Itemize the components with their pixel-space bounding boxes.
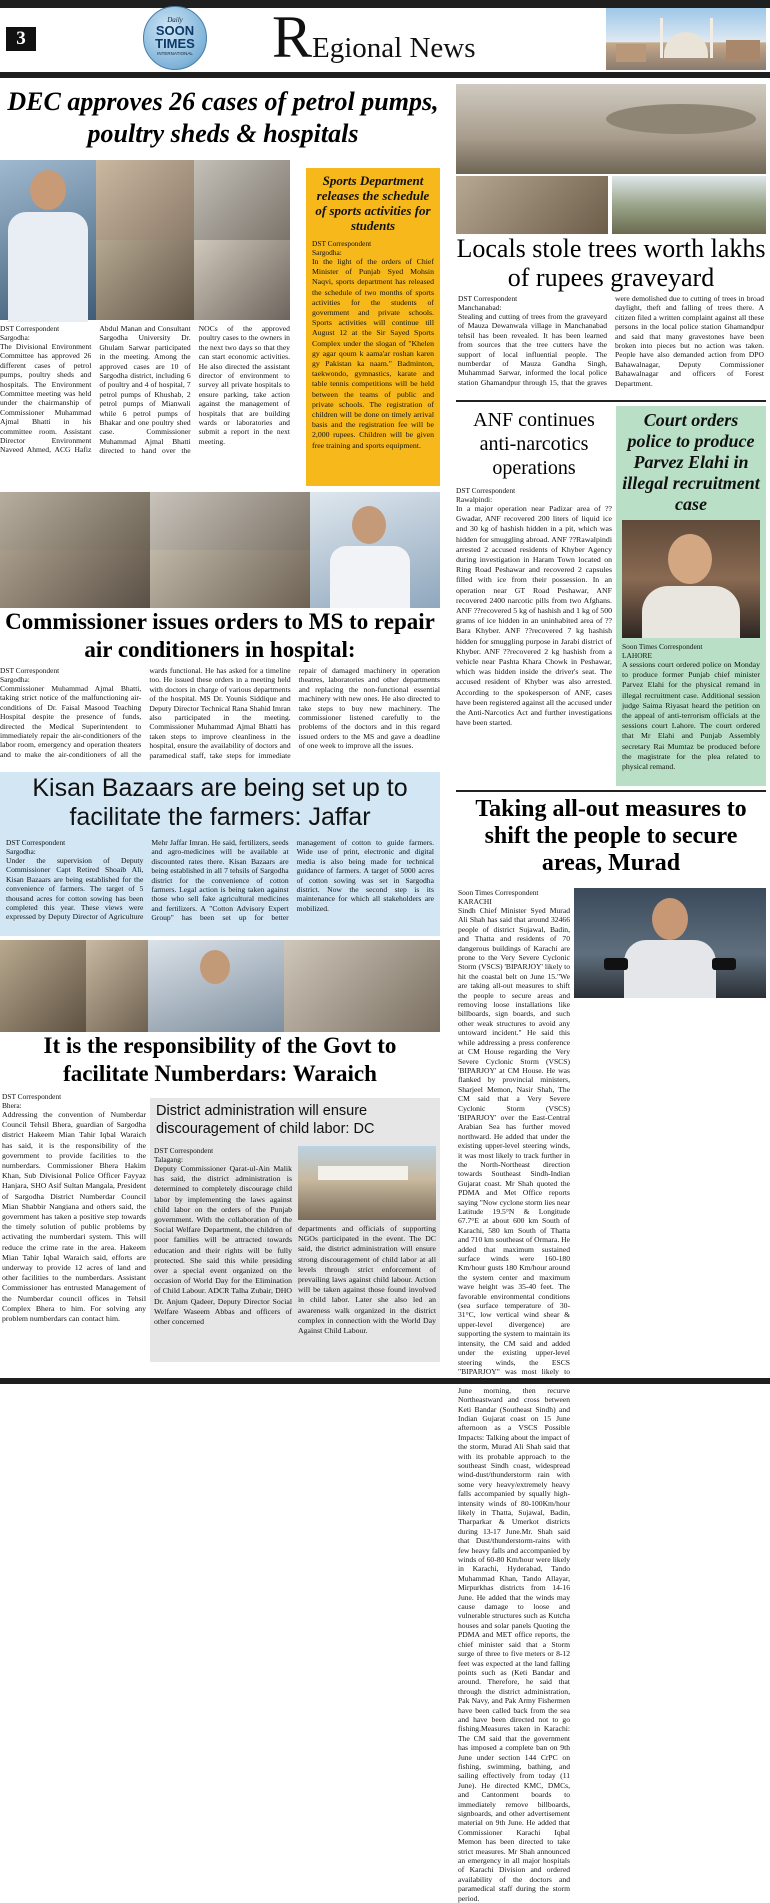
art10-headline: District administration will ensure discouragement of child labor: DC	[156, 1103, 375, 1137]
art2-dateline: Sargodha:	[312, 248, 342, 257]
art4-text: Commissioner Muhammad Ajmal Bhatti, taking strict notice of the malfunctioning air-conditions of Dr. Faisal Masood Teaching Hospital despite the presence of funds, directed the Medical Superintendent to immediately repair the air-conditioners of the labor room, emergency and operation theaters and to make the air-conditioners of all the wards functional. He has asked for a timeline too. He issued these orders in a meeting held with doctors in charge of various departments of the hospital. MS Dr. Younis Siddique and Deputy Director Technical Rana Shahid Imran also participated in the meeting. Commissioner Muhammad Ajmal Bhatti has taken steps to improve cleanliness in the hospital, ensure the availability of doctors and paramedical staff, take steps for immediate repair of damaged machinery in operation theatres, laboratories and other departments and replacing the non-functional essential machinery with new ones. He also directed to take steps to buy new machinery. The commissioner listened carefully to the problems of the doctors and in this regard issued orders to the MS and gave a deadline of one week to improve all the issues.	[0, 666, 440, 760]
art3-body	[458, 294, 764, 396]
art4-dateline: Sargodha:	[0, 675, 30, 684]
art10-byline: DST Correspondent	[154, 1146, 214, 1155]
art10-text-right: departments and officials of supporting NGOs participated in the event. The DC said, the district administration will ensure strong discouragement of child labor at all levels through strict enforcement of prevailing laws against child labour. Action will be taken against those found involved in child labor. Later she also led an awareness walk organized in the district complex in connection with the World Day Against Child Labour.	[298, 1224, 436, 1336]
art2-byline: DST Correspondent	[312, 239, 372, 248]
art7-photo-strip	[0, 940, 440, 1032]
art1-dateline: Sargodha:	[0, 333, 30, 342]
art1-headline: DEC approves 26 cases of petrol pumps, poultry sheds & hospitals	[7, 87, 439, 148]
art10-text-left: Deputy Commissioner Qarat-ul-Ain Malik has said, the district administration is determined to completely discourage child labor by implementing the laws against child labor on the orders of the Punjab government. With the collaboration of the Social Welfare Department, the children of poor families will be attracted towards education and their rights will be fully protected. She said this while presiding over a special event organized on the occasion of World Day for the Elimination of Child Labour. ADCR Talha Zubair, DHO Dr. Anjum Qadeer, Deputy Director Social Welfare Waseem Abbas and officers of other concerned	[154, 1164, 292, 1327]
art4-headline: Commissioner issues orders to MS to repair air conditioners in hospital:	[5, 609, 435, 662]
logo-word-soon: SOON	[155, 23, 195, 38]
art10-box	[150, 1098, 440, 1362]
art9-body	[2, 1092, 146, 1378]
page-number-box	[6, 27, 36, 51]
art6-byline: Soon Times Correspondent	[622, 642, 703, 651]
art5-byline: DST Correspondent	[456, 486, 516, 495]
logo-word-times: TIMES	[155, 36, 195, 51]
art6-text: A sessions court ordered police on Monday to produce former Punjab chief minister Parvez Elahi for the physical remand in illegal recruitment case. Additional session judge Saima Riyasat heard the petition on the appeal of anti-terrorism officials at the sessions court Lahore. The court ordered that Mr Elahi and Punjab Assembly secretary Rai Mumtaz be produced before the magistrate for the plea related to physical remand.	[622, 660, 760, 772]
art7-text: Under the supervision of Deputy Commissioner Capt Retired Shoaib Ali, Kisan Bazaars are being established for the convenience of farmers. The target of 5 thousand acres for cotton sowing has been completed this year. These views were expressed by Deputy Director of Agriculture Mehr Jaffar Imran. He said, fertilizers, seeds and agro-medicines will be available at discounted rates there. Kisan Bazaars are being established in all 7 tehsils of Sargodha district for the convenience of cotton farmers. Legal action is being taken against those who sell fake agricultural medicines and fertilizers. A "Cotton Advisory Expert Group" has been set up for better management of cotton to guide farmers. Wide use of print, electronic and digital media is also being made for technical guidance of farmers. A target of 5000 acres of cotton sowing was set in Sargodha district. Now the second step is its maintenance for which all stakeholders are mobilized.	[6, 838, 434, 923]
art3-dateline: Manchanabad:	[458, 303, 502, 312]
art1-body	[0, 324, 290, 488]
masthead-skyline-photo	[606, 8, 766, 70]
art3-photo-trees-right	[612, 176, 766, 234]
section-title-initial: R	[272, 4, 313, 70]
art7-box	[0, 772, 440, 936]
art9-dateline: Bhera:	[2, 1101, 22, 1110]
rule-art8-top	[456, 790, 766, 792]
art10-photo-walk	[298, 1146, 436, 1220]
section-title	[272, 4, 476, 70]
footer-band	[0, 1378, 770, 1384]
rule-art3-bottom	[456, 400, 766, 402]
art8-headline: Taking all-out measures to shift the people to secure areas, Murad	[475, 796, 747, 876]
art3-byline: DST Correspondent	[458, 294, 518, 303]
art6-photo-portrait	[622, 520, 760, 638]
art1-byline: DST Correspondent	[0, 324, 60, 333]
art1-photo-meeting	[0, 160, 290, 320]
art8-dateline: KARACHI	[458, 897, 492, 906]
art2-text: In the light of the orders of Chief Minister of Punjab Syed Mohsin Naqvi, sports department has released the schedule of two months of sports activities for the students of government and private schools. Sports activities will continue till August 12 at the Sir Sayed Sports Complex under the slogan of "Khelen gy agar qoum k aama'ar roshan karen gy Pakistan ka naam." Badminton, taekwondo, gymnastics, karate and table tennis competitions will be held between the teams of public and private schools. The registration of children will be done on timely arrival basis and the registration fee will be 2,000 rupees. Children will be given free training and sports equipment.	[312, 257, 434, 450]
art10-body-left	[154, 1146, 292, 1360]
art3-text: Stealing and cutting of trees from the graveyard of Mauza Dewanwala village in Manchanabad tehsil has been revealed. It has been learned from sources that the tree cutters have the support of local influential people. The numberdar of Mauza Gandha Singh, Muhammad Sarwar, informed the local police station Ghamandpur through 15, that the graves were demolished due to cutting of trees in broad daylight, theft and falling of trees there. A citizen filed a written complaint against all these persons in the local police station Ghamandpur and said that many gravestones have been broken into pieces but no action was taken. People have also demanded action from DPO Bahawalnagar, Deputy Commissioner Bahawalnagar and officers of Forest Department.	[458, 294, 764, 388]
art6-headline: Court orders police to produce Parvez Elahi in illegal recruitment case	[622, 410, 760, 514]
art5-body	[456, 486, 612, 786]
art4-body	[0, 666, 440, 766]
logo-top-text: Daily	[167, 16, 183, 24]
art6-box	[616, 406, 766, 786]
art10-dateline: Talagang:	[154, 1155, 184, 1164]
art5-dateline: Rawalpindi:	[456, 495, 493, 504]
art9-text: Addressing the convention of Numberdar Council Tehsil Bhera, guardian of Sargodha district Hakeem Mian Tahir Iqbal Waraich has said, it is the responsibility of the government to provide facilities to the numberdars. Commissioner Bhera Hakim Khan, Sub Divisional Police Officer Fayyaz Hanjara, SHO Asif Sultan Mangala, President of Sargodha District Numberdar Council Mian Shabbir Nangiana and others said, the government has taken a positive step towards the timely solution of public problems by activating the numberdari system. This will reduce the crime rate in the area. Hakeem Mian Tahir Iqbal Waraich said, efforts are underway to provide 12 acres of land and other facilities to the numberdars. Assistant Commissioner has entrusted Management of the Numberdar council offices in Tehsil Complex Bhera to him. For solving any problem numberdars can contact him.	[2, 1110, 146, 1324]
art3-headline: Locals stole trees worth lakhs of rupees graveyard	[456, 234, 766, 292]
art7-body	[6, 838, 434, 934]
section-title-rest: Egional News	[312, 32, 476, 64]
art7-headline: Kisan Bazaars are being set up to facilitate the farmers: Jaffar	[32, 774, 408, 831]
art6-dateline: LAHORE	[622, 651, 652, 660]
art10-body-right	[298, 1224, 436, 1360]
art9-byline: DST Correspondent	[2, 1092, 62, 1101]
art5-text: In a major operation near Padizar area of ??Gwadar, ANF recovered 200 liters of liquid ice and 30 kg of hashish hidden in a pit, which was hidden for smuggling abroad. ANF ??Rawalpindi arrested 2 accused residents of Khyber Agency during investigation in Haram Town located on Ring Road Peshawar and recovered 2 capsules filled with ice from their possession. In an operation near GT Road Peshawar, ANF recovered 2400 narcotic pills from two Afghans. ANF ??recovered 5 kg of hashish and 1 kg of 500 grams of ice hidden in an uninhabited area of ??Bara Khyber. ANF ??recovered 7 kg hashish hidden for smuggling purpose in Jarabi district of Khyber. ANF ??recovered 2 kg hashish from a vehicle near Pashta Khara Chowk in Peshawar, which was hidden inside the driver's seat. The accused resident of Khyber was also arrested. According to the spokesperson of ANF, cases have been registered against all the accused under the Anti-Narcotics Act and further investigations have been started.	[456, 504, 612, 728]
art8-body-col1	[458, 888, 571, 1903]
page-number: 3	[16, 28, 26, 49]
art5-headline: ANF continues anti-narcotics operations	[473, 409, 595, 479]
art8-byline: Soon Times Correspondent	[458, 888, 539, 897]
art2-box	[306, 168, 440, 486]
art8-text: Sindh Chief Minister Syed Murad Ali Shah has said that around 32466 people of district Sujawal, Badin, and Thatta and residents of 70 dangerous buildings of Karachi are prone to the Very Severe Cyclonic Storm (VSCS) 'BIPARJOY' likely to hit the coastal belt on June 15."We are taking all-out measures to shift the people to secure areas and removing loose installations like billboards, sign boards, and such other weak structures to avoid any untoward incident." He said this while addressing a press conference at CM House regarding the Very Severe Cyclonic Storm (VSCS) 'BIPARJOY' at CM House. He was flanked by provincial ministers, Sharjeel Memon, Nasir Shah, The CM said that a Very Severe Cyclonic Storm (VSCS) 'BIPARJOY' over the East-Central Arabian Sea has further moved northward. He added that under the existing upper-level steering winds, it was most likely to track further in the North-Northeast direction towards Southeast Sindh-Indian Gujarat coast. Mr Shah quoted the PDMA and Met Office reports saying "Now cyclone storm lies near Latitude 19.5°N & Longitude 67.7°E at about 600 km South of Karachi, 580 km South of Thatta and 710 km southeast of Ormara. He added that maximum sustained surface winds were 160-180 Km/hour gusts 180 Km/hour around the system center and maximum wave height was 35-40 feet. The favorable environmental conditions (sea surface temperature of 30-31°C, low vertical wind shear & upper-level divergence) are supporting the system to maintain its intensity, the CM said and added under the existing upper-level steering winds, the ESCS "BIPARJOY" was most likely to June morning, then recurve Northeastward and cross between Keti Bandar (Southeast Sindh) and Indian Gujarat coast on 15 June afternoon as a VSCS Possible Impacts: Talking about the impact of the storm, Murad Ali Shah said that with its probable approach to the southeast Sindh coast, widespread wind-dust/thunderstorm rain with some very heavy/extremely heavy falls accompanied by squally high-intensity winds of 80-100Km/hour likely in Thatta, Sujawal, Badin, Tharparkar & Umerkot districts during 13-17 June.Mr. Shah said that Dust/thunderstorm-rains with few heavy falls and accompanied by winds of 60-80 Km/hour were likely in Karachi, Hyderabad, Tando Muhammad Khan, Tando Allayar, Mirpurkhas districts from 14-16 June. He added that the winds may cause damage to loose and vulnerable structures such as Kutcha houses and solar panels Quoting the PDMA and MET office reports, the chief minister said that a Storm surge of three to five meters or 8-12 feet was expected at the land falling points such as (Keti Bandar and around. Therefore, he said that through the district administration, Pak Navy, and Pak Army Fishermen have been called back from the sea and have been directed not to go fishing.Measures taken in Karachi: The CM said that the government has imposed a complete ban on 9th June under section 144 CrPC on fishing, swimming, bathing, and sailing effectively from today (11 June). He directed KMC, DMCs, and Cantonment boards to immediately remove billboards, signboards, and other advertisement material on 9th June. He added that Commissioner Karachi Iqbal Memon has been directed to take strict measures. Mr Shah announced an emergency in all major hospitals of Karachi Division and ordered availability of the doctors and paramedical staff during the storm period.	[458, 906, 571, 1903]
logo-bottom-text: INTERNATIONAL	[157, 51, 193, 56]
art3-photo-graveyard-top	[456, 84, 766, 174]
art7-dateline: Sargodha:	[6, 847, 36, 856]
art4-byline: DST Correspondent	[0, 666, 60, 675]
art8-photo-press-conference	[574, 888, 766, 998]
art3-photo-trees-left	[456, 176, 608, 234]
masthead	[0, 0, 770, 80]
art1-text: The Divisional Environment Committee has approved 26 different cases of petrol pumps, poultry sheds and hospitals. The Environment Committee meeting was held under the chairmanship of Commissioner Muhammad Ajmal Bhatti in his committee room. Assistant Director Environment Naveed Ahmed, ACG Hafiz Abdul Manan and Consultant Sargodha University Dr. Ghulam Sarwar participated in the meeting. Among the approved cases are 10 of Sargodha district, including 6 of poultry and 4 of hospital, 7 petrol pumps of Khushab, 2 petrol pumps of Mianwali while 6 petrol pumps of Bhakar and one poultry shed case. Commissioner Muhammad Ajmal Bhatti directed to hand over the NOCs of the approved poultry cases to the owners in the next two days so that they can start economic activities. He also directed the assistant director of environment to survey all private hospitals to ensure parking, take action against the management of hospitals that are building wards or laboratories and submit a report in the next meeting.	[0, 324, 290, 456]
masthead-bottom-band	[0, 72, 770, 78]
art9-headline: It is the responsibility of the Govt to facilitate Numberdars: Waraich	[43, 1033, 397, 1086]
art4-photo-meeting	[0, 492, 440, 608]
art7-byline: DST Correspondent	[6, 838, 66, 847]
art2-headline: Sports Department releases the schedule of sports activities for students	[315, 173, 431, 233]
logo	[143, 6, 207, 70]
art6-body	[622, 642, 760, 772]
